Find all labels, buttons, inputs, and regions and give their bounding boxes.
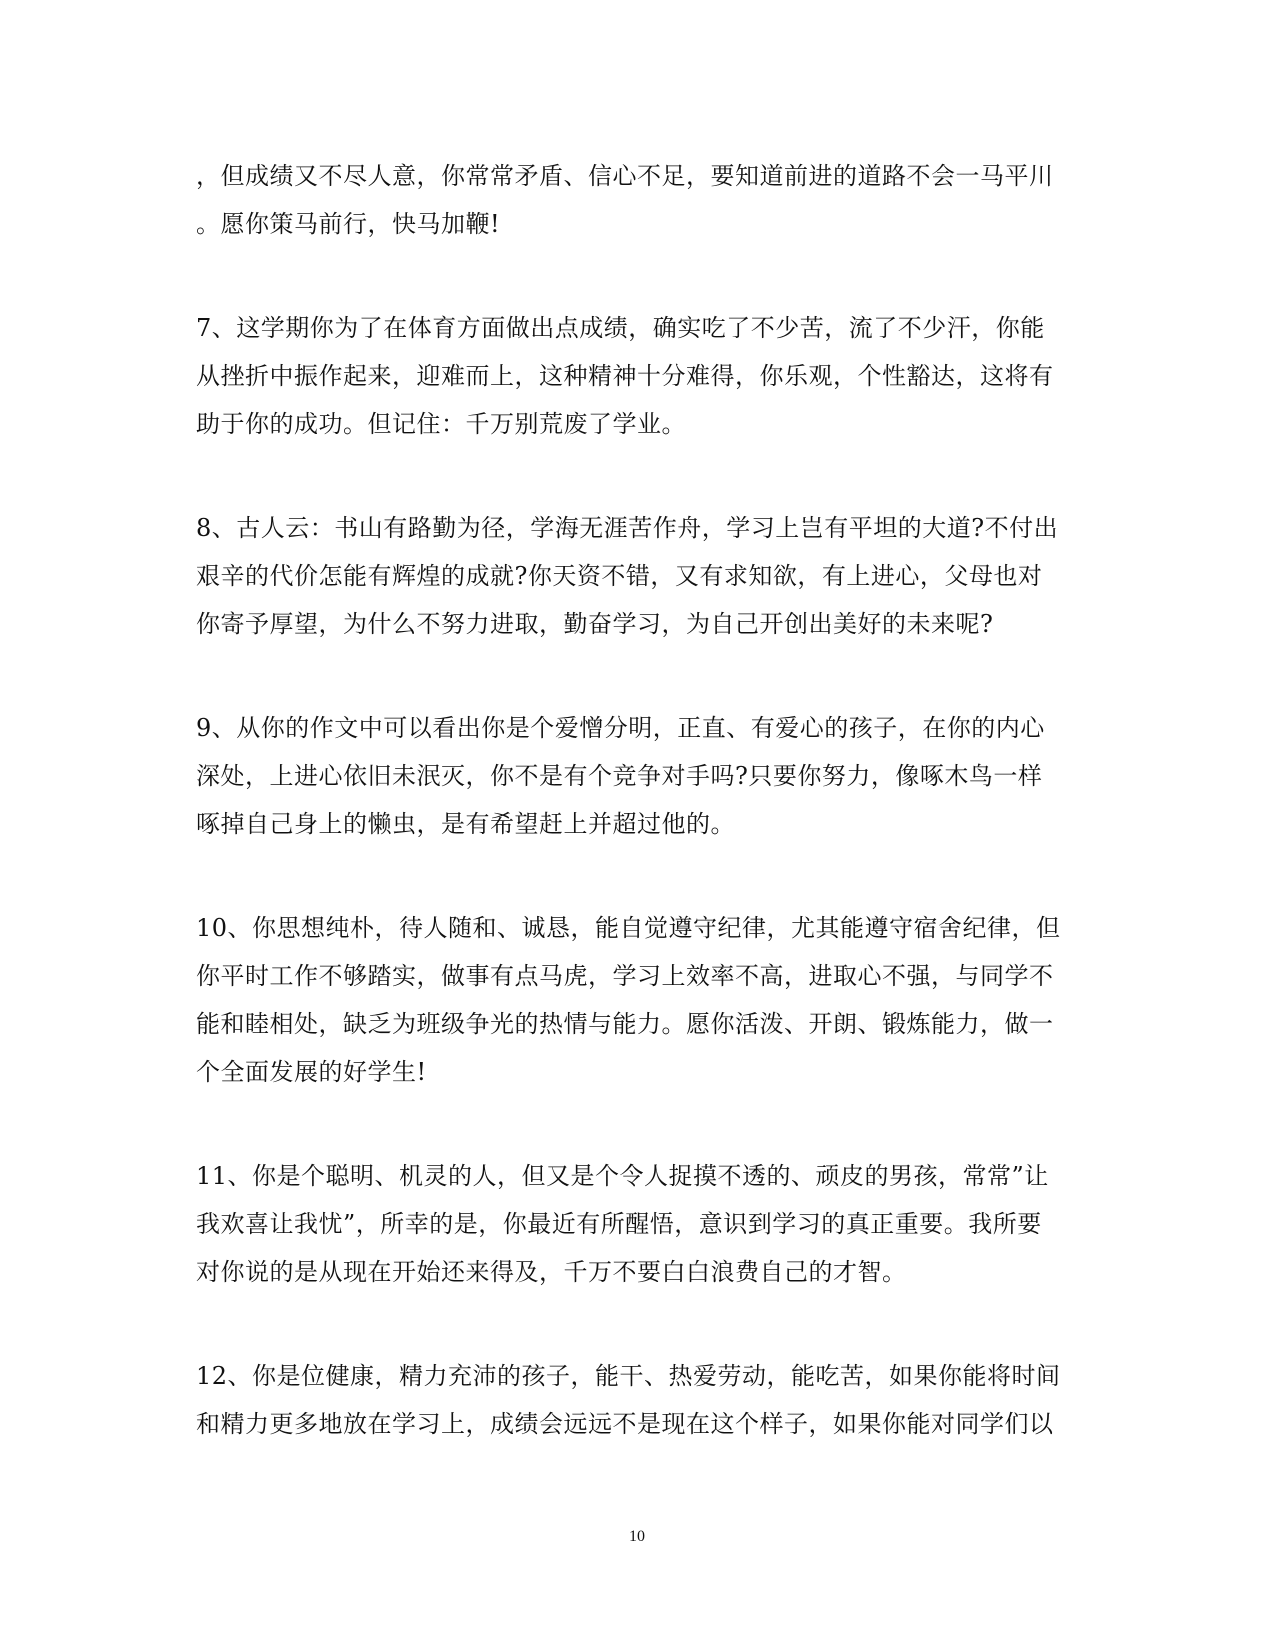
text-line: 7、这学期你为了在体育方面做出点成绩，确实吃了不少苦，流了不少汗，你能: [196, 314, 1045, 342]
text-line: 从挫折中振作起来，迎难而上，这种精神十分难得，你乐观，个性豁达，这将有: [196, 362, 1054, 390]
text-line: 对你说的是从现在开始还来得及，千万不要白白浪费自己的才智。: [196, 1258, 907, 1286]
text-line: 个全面发展的好学生!: [196, 1058, 427, 1086]
text-line: 10、你思想纯朴，待人随和、诚恳，能自觉遵守纪律，尤其能遵守宿舍纪律，但: [196, 914, 1061, 942]
text-line: ，但成绩又不尽人意，你常常矛盾、信心不足，要知道前进的道路不会一马平川: [196, 162, 1054, 190]
paragraph-7: [196, 304, 1076, 448]
text-line: 12、你是位健康，精力充沛的孩子，能干、热爱劳动，能吃苦，如果你能将时间: [196, 1362, 1061, 1390]
paragraph-10: [196, 904, 1076, 1096]
text-line: 啄掉自己身上的懒虫，是有希望赶上并超过他的。: [196, 810, 735, 838]
paragraph-9: [196, 704, 1076, 848]
paragraph-12: [196, 1352, 1076, 1448]
text-line: 9、从你的作文中可以看出你是个爱憎分明，正直、有爱心的孩子，在你的内心: [196, 714, 1045, 742]
paragraph-8: [196, 504, 1076, 648]
paragraph-6-continued: [196, 152, 1076, 248]
text-line: 和精力更多地放在学习上，成绩会远远不是现在这个样子，如果你能对同学们以: [196, 1410, 1054, 1438]
text-line: 艰辛的代价怎能有辉煌的成就?你天资不错，又有求知欲，有上进心，父母也对: [196, 562, 1043, 590]
text-line: 能和睦相处，缺乏为班级争光的热情与能力。愿你活泼、开朗、锻炼能力，做一: [196, 1010, 1054, 1038]
text-line: 。愿你策马前行，快马加鞭!: [196, 210, 501, 238]
text-line: 你平时工作不够踏实，做事有点马虎，学习上效率不高，进取心不强，与同学不: [196, 962, 1054, 990]
page-number: 10: [629, 1528, 645, 1545]
paragraph-11: [196, 1152, 1076, 1296]
text-line: 你寄予厚望，为什么不努力进取，勤奋学习，为自己开创出美好的未来呢?: [196, 610, 994, 638]
text-line: 我欢喜让我忧”，所幸的是，你最近有所醒悟，意识到学习的真正重要。我所要: [196, 1210, 1042, 1238]
text-line: 11、你是个聪明、机灵的人，但又是个令人捉摸不透的、顽皮的男孩，常常”让: [196, 1162, 1049, 1190]
text-line: 助于你的成功。但记住：千万别荒废了学业。: [196, 410, 686, 438]
text-line: 8、古人云：书山有路勤为径，学海无涯苦作舟，学习上岂有平坦的大道?不付出: [196, 514, 1059, 542]
document-body: [196, 152, 1076, 1504]
text-line: 深处，上进心依旧未泯灭，你不是有个竞争对手吗?只要你努力，像啄木鸟一样: [196, 762, 1043, 790]
